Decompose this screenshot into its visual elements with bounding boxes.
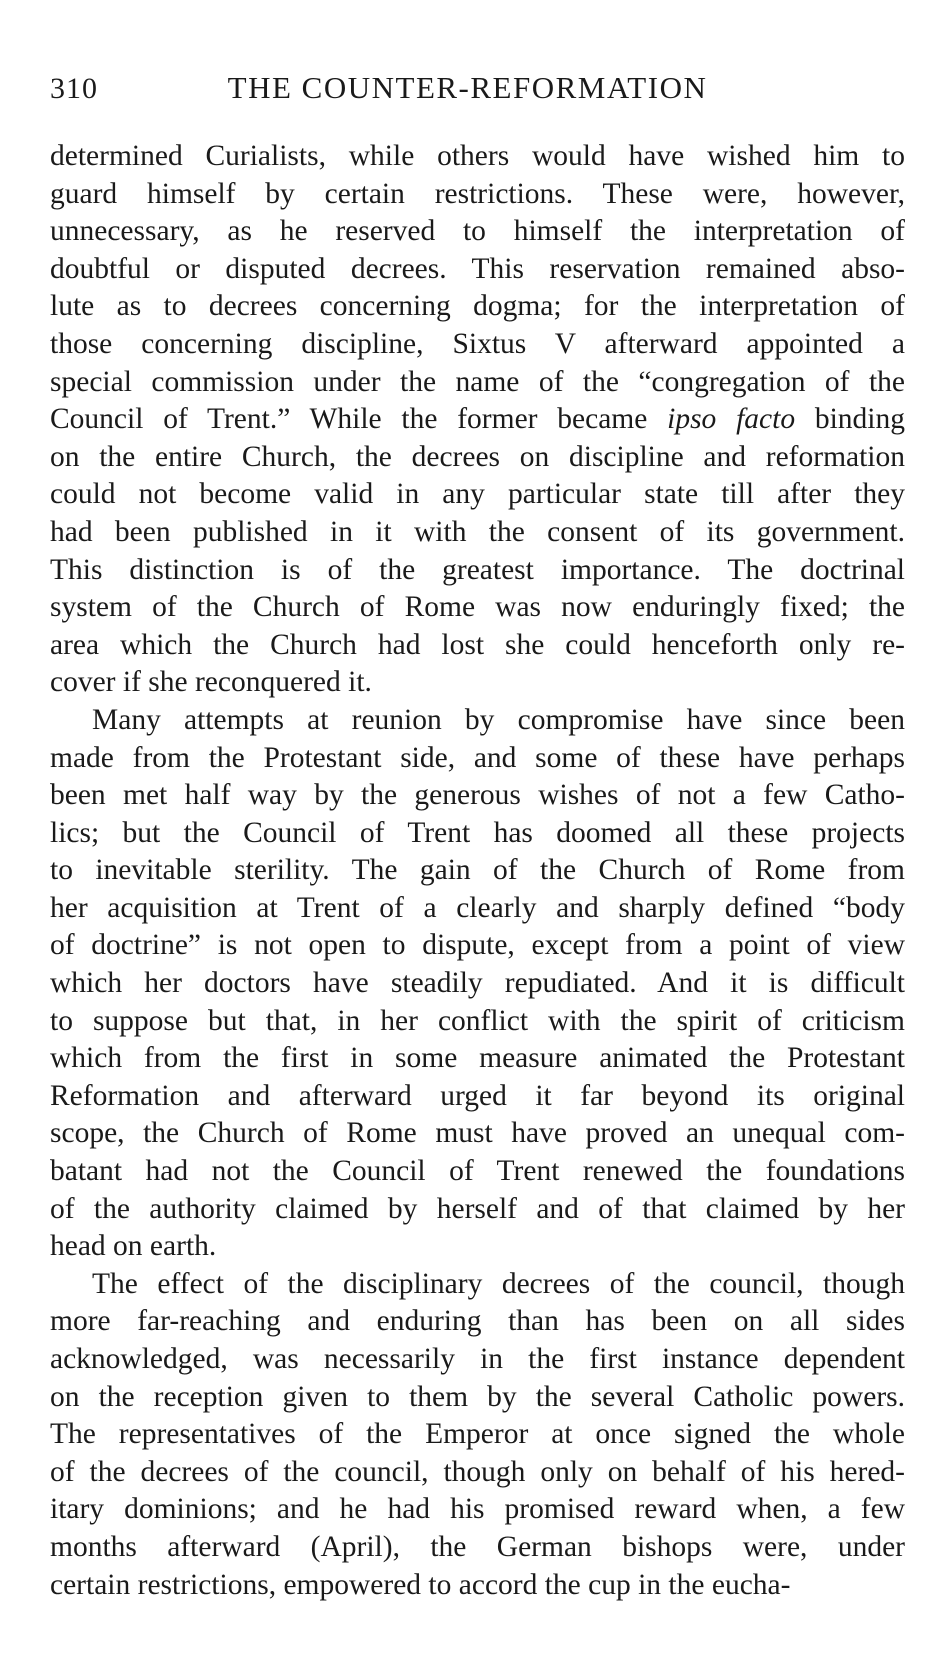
text-line: acknowledged, was necessarily in the first instance dependent bbox=[50, 1343, 905, 1375]
book-page bbox=[50, 70, 905, 1604]
text-line: more far-reaching and enduring than has been on all sides bbox=[50, 1305, 905, 1338]
body-text bbox=[50, 138, 905, 1604]
page-header bbox=[50, 70, 905, 122]
text-line: months afterward (April), the German bishops were, under bbox=[50, 1530, 905, 1563]
text-line: Reformation and afterward urged it far beyond its original bbox=[50, 1079, 905, 1112]
text-line: itary dominions; and he had his promised reward when, a few bbox=[50, 1493, 905, 1526]
text-line: her acquisition at Trent of a clearly and sharply defined “body bbox=[50, 891, 905, 924]
text-line: of the authority claimed by herself and of that claimed by her bbox=[50, 1192, 905, 1225]
italic-phrase: ipso facto bbox=[667, 403, 796, 436]
text-line: to inevitable sterility. The gain of the Church of Rome from bbox=[50, 854, 905, 887]
text-line: unnecessary, as he reserved to himself the interpretation of bbox=[50, 215, 905, 248]
text-line: The effect of the disciplinary decrees of the council, though bbox=[92, 1267, 905, 1300]
italic-tail: binding bbox=[795, 403, 905, 436]
text-line: head on earth. bbox=[50, 1230, 217, 1263]
text-line: determined Curialists, while others would have wished him to bbox=[50, 140, 905, 172]
text-line: Many attempts at reunion by compromise have since been bbox=[92, 703, 905, 736]
paragraph-2 bbox=[50, 702, 905, 1266]
text-line: The representatives of the Emperor at once signed the whole bbox=[50, 1418, 905, 1451]
text-line: which her doctors have steadily repudiated. And it is difficult bbox=[50, 967, 905, 1000]
paragraph-1 bbox=[50, 138, 905, 702]
text-line: cover if she reconquered it. bbox=[50, 666, 372, 699]
text-line: of doctrine” is not open to dispute, except from a point of view bbox=[50, 929, 905, 962]
text-line: could not become valid in any particular state till after they bbox=[50, 478, 905, 511]
text-line: lics; but the Council of Trent has doomed all these projects bbox=[50, 816, 905, 849]
text-line: scope, the Church of Rome must have proved an unequal com- bbox=[50, 1117, 905, 1150]
text-line: lute as to decrees concerning dogma; for the interpretation of bbox=[50, 290, 905, 323]
paragraph-3 bbox=[50, 1266, 905, 1604]
text-line: which from the first in some measure animated the Protestant bbox=[50, 1042, 905, 1075]
text-line: area which the Church had lost she could henceforth only re- bbox=[50, 628, 905, 661]
text-line: This distinction is of the greatest importance. The doctrinal bbox=[50, 553, 905, 586]
text-line: doubtful or disputed decrees. This reservation remained abso- bbox=[50, 252, 905, 285]
text-line: of the decrees of the council, though only on behalf of his hered- bbox=[50, 1455, 905, 1488]
text-line: Council of Trent.” While the former became ipso facto binding bbox=[50, 403, 905, 436]
text-line: been met half way by the generous wishes of not a few Catho- bbox=[50, 779, 905, 812]
text-line: to suppose but that, in her conflict with the spirit of criticism bbox=[50, 1004, 905, 1037]
text-line: guard himself by certain restrictions. These were, however, bbox=[50, 177, 905, 210]
text-line: on the entire Church, the decrees on discipline and reformation bbox=[50, 440, 905, 473]
text-line: certain restrictions, empowered to accord the cup in the eucha- bbox=[50, 1568, 791, 1601]
text-line: those concerning discipline, Sixtus V afterward appointed a bbox=[50, 327, 905, 360]
running-title: THE COUNTER-REFORMATION bbox=[227, 70, 708, 105]
text-line: made from the Protestant side, and some of these have perhaps bbox=[50, 741, 905, 774]
text-line: on the reception given to them by the several Catholic powers. bbox=[50, 1380, 905, 1413]
text-line: batant had not the Council of Trent renewed the foundations bbox=[50, 1155, 905, 1188]
text-line: had been published in it with the consent of its government. bbox=[50, 515, 905, 548]
page-number: 310 bbox=[50, 72, 98, 105]
text-line: special commission under the name of the “congregation of the bbox=[50, 365, 905, 398]
text-line: system of the Church of Rome was now enduringly fixed; the bbox=[50, 591, 905, 624]
